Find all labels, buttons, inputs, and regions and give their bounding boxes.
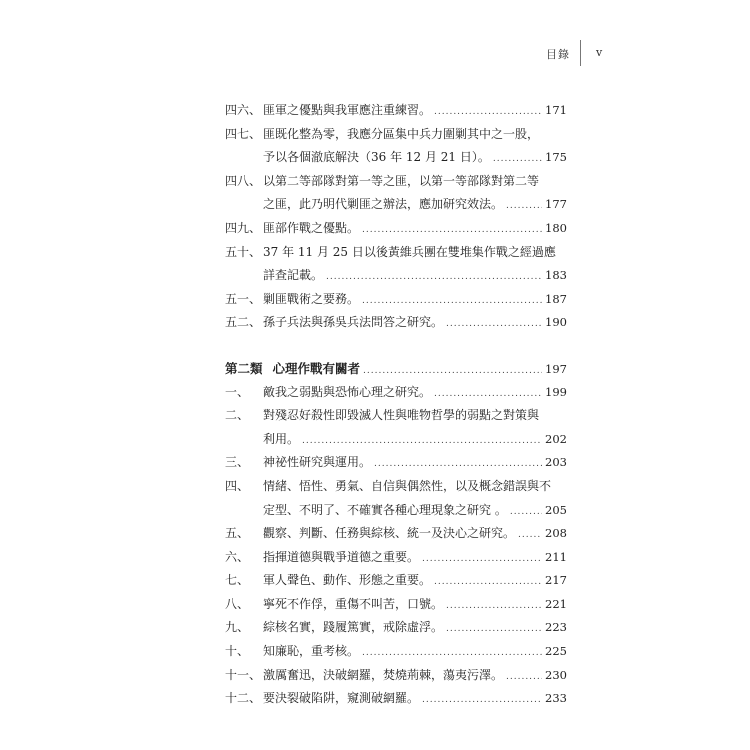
dot-leader [434,383,542,407]
dot-leader [434,571,542,595]
toc-entry [225,664,567,688]
toc-entry-title: 匪軍之優點與我軍應注重練習。 [263,103,432,117]
toc-entry-number: 四、 [225,478,250,493]
toc-entry-page: 180 [545,220,567,235]
toc-entry [225,170,567,194]
dot-leader [446,313,542,337]
toc-entry-page: 202 [545,431,567,446]
dot-leader [518,524,542,548]
dot-leader [446,595,542,619]
toc-entry [225,640,567,664]
toc-entry-page: 203 [545,455,567,470]
toc-entry-number: 五十、 [225,244,262,259]
toc-entry-title: 寧死不作俘，重傷不叫苦，口號。 [263,596,444,611]
toc-entry-continuation [225,264,567,288]
toc-entry-title: 敵我之弱點與恐怖心理之研究。 [263,384,432,399]
dot-leader [506,195,542,219]
toc-entry [225,123,567,147]
toc-entry-continuation [225,499,567,523]
toc-entry-title-cont: 定型、不明了、不確實各種心理現象之研究 。 [263,502,507,517]
dot-leader [434,101,542,125]
toc-entry-page: 177 [545,197,567,212]
toc-entry-title: 指揮道德與戰爭道德之重要。 [263,549,420,564]
toc-entry-page: 233 [545,691,567,706]
toc-entry-title: 37 年 11 月 25 日以後黃維兵團在雙堆集作戰之經過應 [263,244,556,259]
toc-entry [225,475,567,499]
dot-leader [362,219,542,243]
toc-entry-title: 觀察、判斷、任務與綜核、統一及決心之研究。 [263,526,516,541]
section-title: 心理作戰有關者 [272,360,361,376]
toc-entry-title-cont: 利用。 [263,431,300,446]
toc-entry [225,404,567,428]
toc-entry-continuation [225,428,567,452]
toc-entry-title: 對殘忍好殺性即毀滅人性與唯物哲學的弱點之對策與 [263,408,540,423]
toc-entry-title: 知廉恥，重考核。 [263,644,360,659]
toc-entry [225,288,567,312]
toc-entry-page: 217 [545,573,567,588]
dot-leader [510,501,542,525]
toc-entry [225,217,567,241]
toc-entry-title: 軍人聲色、動作、形態之重要。 [263,573,432,588]
toc-entry [225,99,567,123]
dot-leader [362,642,542,666]
toc-entry-number: 九、 [225,620,250,635]
toc-entry [225,311,567,335]
dot-leader [362,290,542,314]
toc-entry-continuation [225,146,567,170]
toc-entry [225,616,567,640]
toc-entry-page: 225 [545,644,567,659]
toc-entry-title: 剿匪戰術之要務。 [263,291,360,306]
toc-entry-number: 三、 [225,455,250,470]
header-divider [580,40,581,66]
toc-entry-number: 四九、 [225,220,262,235]
toc-entry-number: 四七、 [225,126,262,141]
toc-entry-number: 四六、 [225,103,262,117]
toc-entry-number: 六、 [225,549,250,564]
toc-entry-page: 208 [545,526,567,541]
toc-entry-title: 匪部作戰之優點。 [263,220,360,235]
toc-entry-title-cont: 詳查記載。 [263,268,324,283]
toc-entry [225,569,567,593]
toc-entry-number: 二、 [225,408,250,423]
toc-entry-title: 神祕性研究與運用。 [263,455,372,470]
toc-entry [225,241,567,265]
toc-entry-title-cont: 之匪，此乃明代剿匪之辦法，應加研究效法。 [263,197,504,212]
toc-entry [225,522,567,546]
toc-entry-number: 五一、 [225,291,262,306]
dot-leader [493,148,542,172]
toc-entry-page: 230 [545,667,567,682]
toc-entry-title: 孫子兵法與孫吳兵法問答之研究。 [263,315,444,330]
toc-entry-number: 十二、 [225,691,262,706]
toc-entry-page: 171 [545,103,567,117]
toc-entry-page: 221 [545,596,567,611]
dot-leader [422,689,542,713]
toc-entry-title: 情緒、悟性、勇氣、自信與偶然性，以及概念錯誤與不 [263,478,552,493]
toc-entry-title: 匪既化整為零，我應分區集中兵力圍剿其中之一股， [263,126,540,141]
toc-entry-number: 一、 [225,384,250,399]
dot-leader [422,548,542,572]
toc-entry-page: 187 [545,291,567,306]
dot-leader [326,266,542,290]
toc-entry-title: 要決裂破陷阱，窺測破網羅。 [263,691,420,706]
running-header-title: 目錄 [546,48,570,61]
toc-entry-page: 211 [545,549,567,564]
toc-entry-title: 綜核名實，踐履篤實，戒除虛浮。 [263,620,444,635]
toc-entry-number: 五、 [225,526,250,541]
toc-entry [225,451,567,475]
toc-entry-page: 175 [545,150,567,165]
toc-entry-title: 以第二等部隊對第一等之匪，以第一等部隊對第二等 [263,173,540,188]
table-of-contents [225,99,567,711]
dot-leader [302,430,542,454]
section-number: 第二類 [225,360,263,376]
toc-entry-page: 205 [545,502,567,517]
toc-entry-number: 五二、 [225,315,262,330]
toc-entry-title: 激厲奮迅，決破網羅，焚燒荊棘，蕩夷污澤。 [263,667,504,682]
toc-entry-number: 四八、 [225,173,262,188]
toc-entry-page: 183 [545,268,567,283]
toc-entry [225,546,567,570]
dot-leader [374,453,542,477]
section-spacer [225,335,567,357]
toc-entry-number: 八、 [225,596,250,611]
toc-entry-page: 199 [545,384,567,399]
toc-entry-number: 七、 [225,573,250,588]
toc-entry-continuation [225,193,567,217]
toc-entry [225,593,567,617]
toc-section-heading [225,357,567,381]
dot-leader [446,618,542,642]
section-page: 197 [545,361,567,376]
toc-entry-page: 190 [545,315,567,330]
toc-entry-title-cont: 予以各個澈底解決（36 年 12 月 21 日）。 [263,150,490,165]
toc-entry-number: 十、 [225,644,250,659]
toc-entry-number: 十一、 [225,667,262,682]
toc-entry-page: 223 [545,620,567,635]
running-header-page-number: v [596,46,603,59]
toc-entry [225,687,567,711]
dot-leader [506,666,542,690]
toc-entry [225,381,567,405]
